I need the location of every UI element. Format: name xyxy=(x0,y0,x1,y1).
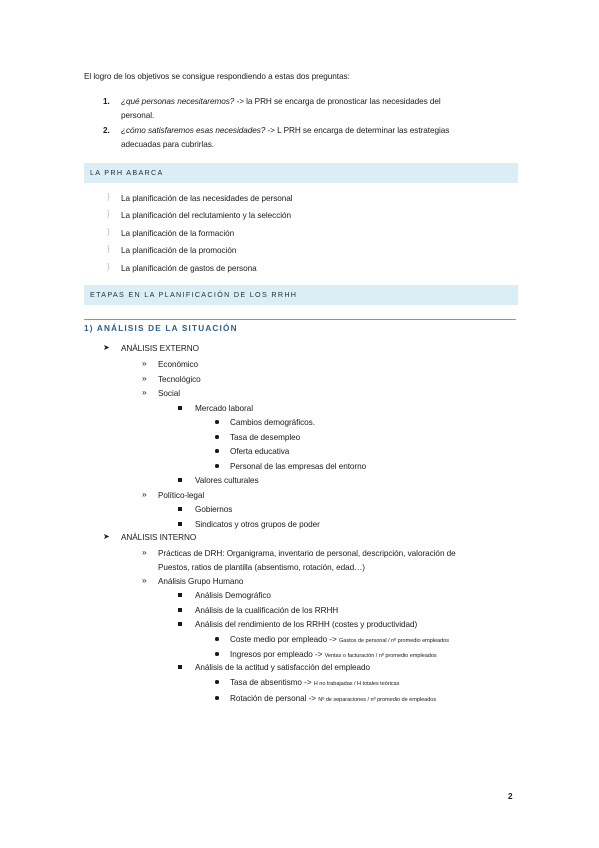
square-bullet-icon xyxy=(178,665,182,669)
square-bullet-icon xyxy=(178,522,182,526)
externo-social: Social xyxy=(158,389,180,398)
mercado-item: Oferta educativa xyxy=(230,447,290,456)
valores-culturales: Valores culturales xyxy=(195,476,259,485)
practicas-drh: Prácticas de DRH: Organigrama, inventario de personal, descripción, valoración de xyxy=(158,549,456,558)
square-bullet-icon xyxy=(178,593,182,597)
bullet-icon: } xyxy=(107,209,110,218)
bullet-icon: } xyxy=(107,244,110,253)
mercado-item: Tasa de desempleo xyxy=(230,433,301,442)
dot-bullet-icon xyxy=(215,696,219,700)
grupo-humano: Análisis Grupo Humano xyxy=(158,577,244,586)
bullet-icon: } xyxy=(107,227,110,236)
square-bullet-icon xyxy=(178,478,182,482)
section-heading-band xyxy=(84,285,518,305)
politico-legal: Político-legal xyxy=(158,491,205,500)
arrow-bullet-icon: ➤ xyxy=(103,343,110,352)
ingresos-label: Ingresos por empleado xyxy=(230,650,313,659)
politico-item: Gobiernos xyxy=(195,505,233,514)
analisis-rendimiento: Análisis del rendimiento de los RRHH (costes y productividad) xyxy=(195,620,418,629)
arrow-bullet-icon: ➤ xyxy=(103,532,110,541)
rotacion-formula: Nº de separaciones / nº promedio de empleados xyxy=(318,697,437,703)
raquo-bullet-icon: » xyxy=(142,575,147,585)
raquo-bullet-icon: » xyxy=(142,373,147,383)
abarca-item: La planificación de gastos de persona xyxy=(121,264,257,273)
intro-item-2-answer: -> L PRH se encarga de determinar las estrategias xyxy=(265,126,450,135)
dot-bullet-icon xyxy=(215,449,219,453)
coste-formula: Gastos de personal / nº promedio empleados xyxy=(338,638,449,644)
absentismo-label: Tasa de absentismo xyxy=(230,678,302,687)
dot-bullet-icon xyxy=(215,680,219,684)
intro-item-1-number: 1. xyxy=(103,97,110,106)
intro-item-2-question: ¿cómo satisfaremos esas necesidades? xyxy=(121,126,266,135)
absentismo-arrow: -> xyxy=(301,678,314,687)
mercado-laboral: Mercado laboral xyxy=(195,404,253,413)
bullet-icon: } xyxy=(107,262,110,271)
section-heading-band xyxy=(84,163,518,183)
intro-item-1-question: ¿qué personas necesitaremos? xyxy=(121,97,235,106)
intro-item-1-answer: -> la PRH se encarga de pronosticar las necesidades del xyxy=(234,97,441,106)
practicas-drh-continuation: Puestos, ratios de plantilla (absentismo, rotación, edad…) xyxy=(158,563,365,572)
intro-item-2-continuation: adecuadas para cubrirlas. xyxy=(121,140,214,149)
ingresos-empleado xyxy=(230,649,437,662)
dot-bullet-icon xyxy=(215,435,219,439)
subsection-rule xyxy=(84,319,516,320)
intro-item-1 xyxy=(121,96,441,107)
dot-bullet-icon xyxy=(215,464,219,468)
square-bullet-icon xyxy=(178,507,182,511)
page-number: 2 xyxy=(508,792,513,801)
rotacion-personal xyxy=(230,693,436,706)
intro-item-1-continuation: personal. xyxy=(121,111,155,120)
raquo-bullet-icon: » xyxy=(142,489,147,499)
analisis-cualificacion: Análisis de la cualificación de los RRHH xyxy=(195,606,339,615)
abarca-item: La planificación de la promoción xyxy=(121,246,237,255)
analisis-demografico: Análisis Demográfico xyxy=(195,591,271,600)
externo-title: ANÁLISIS EXTERNO xyxy=(121,344,199,353)
externo-economico: Económico xyxy=(158,360,199,369)
square-bullet-icon xyxy=(178,608,182,612)
rotacion-label: Rotación de personal xyxy=(230,694,307,703)
interno-title: ANÁLISIS INTERNO xyxy=(121,533,197,542)
politico-item: Sindicatos y otros grupos de poder xyxy=(195,520,320,529)
mercado-item: Personal de las empresas del entorno xyxy=(230,462,367,471)
raquo-bullet-icon: » xyxy=(142,358,147,368)
square-bullet-icon xyxy=(178,622,182,626)
absentismo-formula: H no trabajadas / H totales teóricas xyxy=(313,681,400,687)
coste-medio xyxy=(230,634,449,647)
mercado-item: Cambios demográficos. xyxy=(230,418,315,427)
raquo-bullet-icon: » xyxy=(142,387,147,397)
ingresos-arrow: -> xyxy=(312,650,325,659)
coste-arrow: -> xyxy=(327,635,339,644)
tasa-absentismo xyxy=(230,677,399,690)
abarca-item: La planificación de la formación xyxy=(121,229,235,238)
abarca-item: La planificación de las necesidades de personal xyxy=(121,194,293,203)
square-bullet-icon xyxy=(178,406,182,410)
bullet-icon: } xyxy=(107,192,110,201)
raquo-bullet-icon: » xyxy=(142,547,147,557)
section-heading-etapas: ETAPAS EN LA PLANIFICACIÓN DE LOS RRHH xyxy=(90,290,298,299)
dot-bullet-icon xyxy=(215,420,219,424)
externo-tecnologico: Tecnológico xyxy=(158,375,201,384)
dot-bullet-icon xyxy=(215,637,219,641)
dot-bullet-icon xyxy=(215,652,219,656)
rotacion-arrow: -> xyxy=(306,694,319,703)
section-heading-prh-abarca: LA PRH ABARCA xyxy=(90,168,164,177)
coste-label: Coste medio por empleado xyxy=(230,635,328,644)
abarca-item: La planificación del reclutamiento y la selección xyxy=(121,211,292,220)
intro-item-2 xyxy=(121,125,449,136)
intro-lead: El logro de los objetivos se consigue respondiendo a estas dos preguntas: xyxy=(84,72,350,81)
intro-item-2-number: 2. xyxy=(103,126,110,135)
ingresos-formula: Ventas o facturación / nº promedio empleados xyxy=(324,653,437,659)
analisis-actitud: Análisis de la actitud y satisfacción del empleado xyxy=(195,663,370,672)
subsection-title: 1) ANÁLISIS DE LA SITUACIÓN xyxy=(84,324,238,333)
